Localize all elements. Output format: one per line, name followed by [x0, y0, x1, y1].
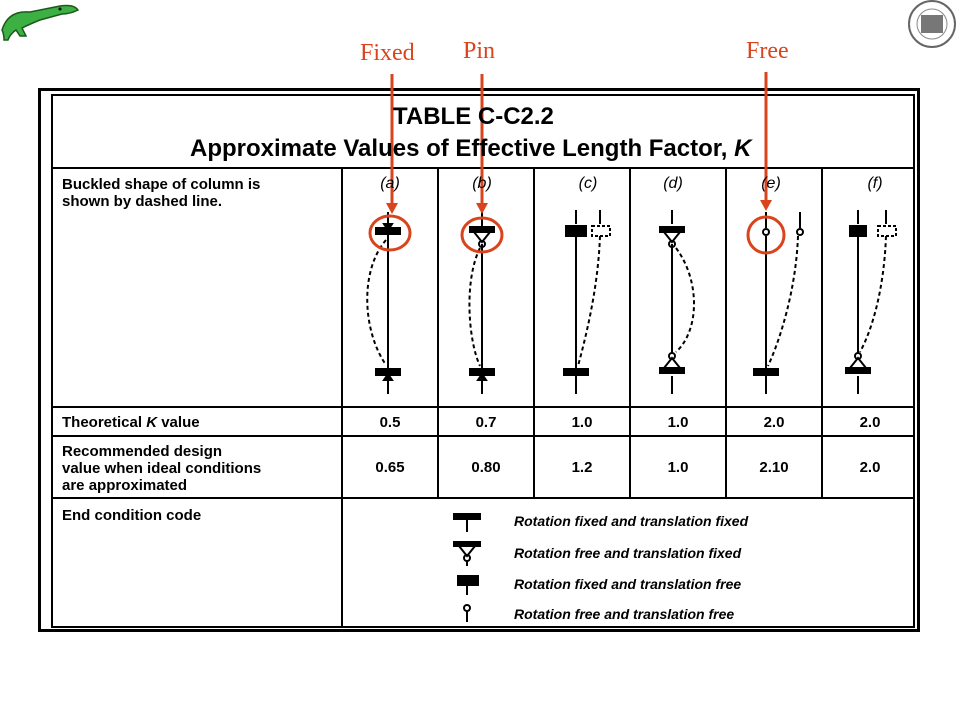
recommended-b: 0.80 — [471, 459, 501, 476]
row3-line3: are approximated — [62, 477, 188, 494]
row1-line2: shown by dashed line. — [62, 193, 223, 210]
case-label-b: (b) — [472, 175, 492, 192]
case-label-d: (d) — [663, 175, 683, 192]
theoretical-k-a: 0.5 — [379, 414, 401, 431]
row3-line2: value when ideal conditions — [62, 460, 262, 477]
theoretical-k-f: 2.0 — [859, 414, 881, 431]
table-title: TABLE C-C2.2 — [393, 103, 554, 130]
row-label-end-condition: End condition code — [62, 507, 202, 524]
row-label-buckled-shape — [62, 176, 260, 210]
case-label-c: (c) — [578, 175, 598, 192]
case-label-f: (f) — [867, 175, 883, 192]
recommended-a: 0.65 — [375, 459, 405, 476]
subtitle-k: K — [734, 135, 752, 162]
fixed-annotation-label: Fixed — [360, 40, 415, 66]
column-diagram-e — [754, 212, 803, 394]
case-label-e: (e) — [761, 175, 781, 192]
theoretical-k-d: 1.0 — [667, 414, 689, 431]
row2-prefix: Theoretical — [62, 414, 147, 431]
theoretical-k-b: 0.7 — [475, 414, 497, 431]
recommended-e: 2.10 — [759, 459, 789, 476]
column-diagram-b — [469, 212, 494, 394]
column-diagram-d — [660, 210, 694, 394]
legend-text-free-fixed: Rotation free and translation fixed — [514, 545, 742, 561]
theoretical-k-e: 2.0 — [763, 414, 785, 431]
row3-line1: Recommended design — [62, 443, 223, 460]
row1-line1: Buckled shape of column is — [62, 176, 261, 193]
recommended-f: 2.0 — [859, 459, 881, 476]
row-label-theoretical-k — [62, 414, 200, 431]
recommended-c: 1.2 — [571, 459, 593, 476]
row2-k: K — [146, 414, 158, 431]
legend-symbol-free-fixed — [454, 542, 480, 566]
legend-symbol-free-free — [464, 605, 470, 622]
recommended-d: 1.0 — [667, 459, 689, 476]
column-diagram-c — [564, 210, 610, 394]
legend-symbol-fixed-fixed — [454, 514, 480, 532]
row2-suffix: value — [157, 414, 200, 431]
legend-text-fixed-free: Rotation fixed and translation free — [514, 576, 742, 592]
legend-symbol-fixed-free — [458, 576, 478, 595]
row-label-recommended — [62, 443, 261, 494]
theoretical-k-c: 1.0 — [571, 414, 593, 431]
pin-annotation-label: Pin — [463, 38, 496, 64]
table-subtitle — [190, 135, 751, 163]
case-label-a: (a) — [380, 175, 400, 192]
free-annotation-label: Free — [746, 38, 789, 64]
legend-text-fixed-fixed: Rotation fixed and translation fixed — [514, 513, 749, 529]
column-diagram-f — [846, 210, 896, 394]
subtitle-text: Approximate Values of Effective Length Factor, — [190, 135, 735, 162]
legend-text-free-free: Rotation free and translation free — [514, 606, 735, 622]
